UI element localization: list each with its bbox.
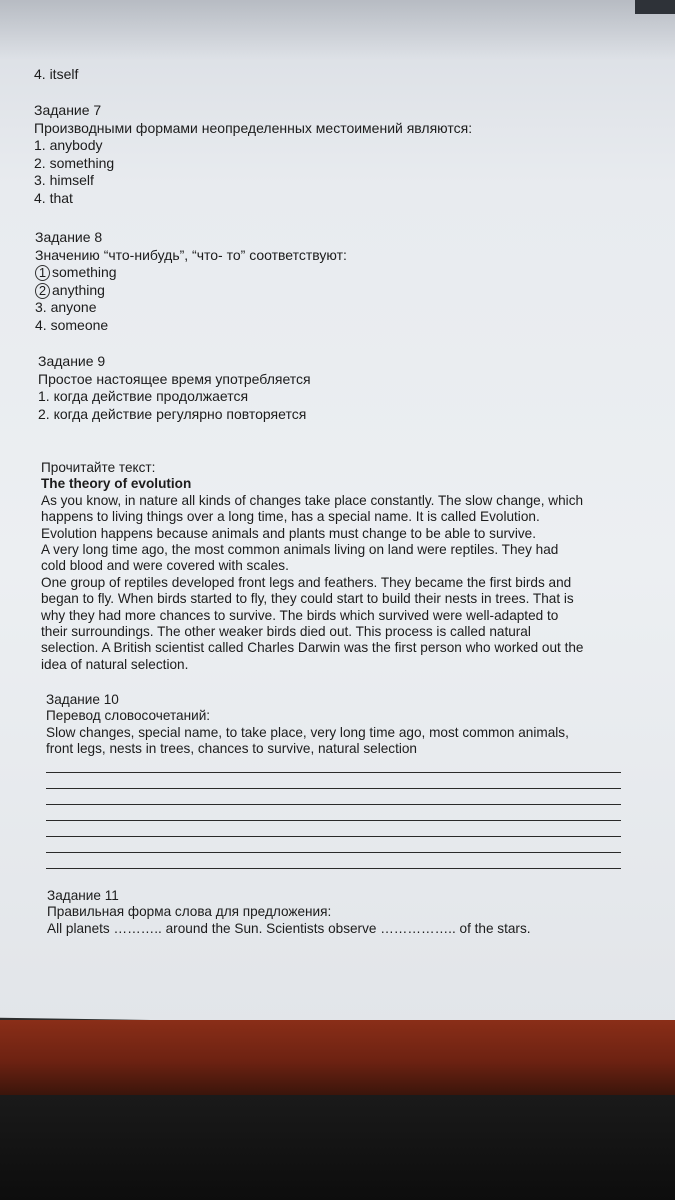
answer-line xyxy=(46,868,621,869)
task-9 xyxy=(38,353,311,423)
desk-surface xyxy=(0,1020,675,1095)
task-10-phrases: Slow changes, special name, to take place, very long time ago, most common animals, xyxy=(46,724,569,740)
reading-line: happens to living things over a long time, has a special name. It is called Evolution. xyxy=(41,509,540,525)
circled-answer-mark: 1 xyxy=(35,265,50,281)
task-8-title: Задание 8 xyxy=(35,229,103,245)
task-9-option: 1. когда действие продолжается xyxy=(38,388,249,404)
answer-line xyxy=(46,852,621,853)
task-8-option xyxy=(35,282,347,300)
answer-line xyxy=(46,772,621,773)
task-8-option xyxy=(35,299,347,317)
reading-intro: Прочитайте текст: xyxy=(41,460,156,475)
task-9-question: Простое настоящее время употребляется xyxy=(38,370,311,387)
reading-line: As you know, in nature all kinds of changes take place constantly. The slow change, which xyxy=(41,492,584,508)
task-8-option-text: someone xyxy=(50,316,109,333)
answer-line xyxy=(46,820,621,821)
task-7-option: 3. himself xyxy=(34,172,94,188)
floor-background xyxy=(0,1095,675,1200)
task-9-option: 2. когда действие регулярно повторяется xyxy=(38,405,307,422)
top-item-section xyxy=(34,66,78,84)
reading-line: began to fly. When birds started to fly, they could start to build their nests in trees. That is xyxy=(41,591,574,607)
task-8-option xyxy=(35,264,347,282)
task-11 xyxy=(47,888,531,937)
task-7-option: 2. something xyxy=(34,154,115,171)
reading-line: One group of reptiles developed front legs and feathers. They became the first birds and xyxy=(41,574,572,590)
circled-answer-mark: 2 xyxy=(35,283,50,299)
task-8-option-num: 4. xyxy=(35,316,47,333)
paper-corner xyxy=(635,0,675,14)
reading-line: Evolution happens because animals and plants must change to be able to survive. xyxy=(41,525,536,541)
task-11-sentence: All planets ……….. around the Sun. Scientists observe …………….. of the stars. xyxy=(47,920,531,936)
task-7-option: 1. anybody xyxy=(34,137,103,153)
task-8 xyxy=(35,229,347,334)
reading-line: selection. A British scientist called Charles Darwin was the first person who worked out the xyxy=(41,640,584,656)
answer-line xyxy=(46,836,621,837)
task-7-option: 4. that xyxy=(34,189,73,206)
paper-shadow xyxy=(0,0,675,60)
top-item: 4. itself xyxy=(34,66,79,82)
reading-line: idea of natural selection. xyxy=(41,656,189,672)
answer-line xyxy=(46,788,621,789)
reading-line: cold blood and were covered with scales. xyxy=(41,558,289,574)
task-7 xyxy=(34,102,472,207)
task-9-title: Задание 9 xyxy=(38,353,106,369)
reading-line: why they had more chances to survive. The birds which survived were well-adapted to xyxy=(41,607,559,623)
task-8-option xyxy=(35,317,347,335)
task-8-option-text: something xyxy=(52,264,117,280)
task-7-question: Производными формами неопределенных местоимений являются: xyxy=(34,119,473,136)
reading-line: their surroundings. The other weaker birds died out. This process is called natural xyxy=(41,624,531,640)
reading-section xyxy=(41,460,584,673)
reading-title: The theory of evolution xyxy=(41,476,192,492)
task-10-question: Перевод словосочетаний: xyxy=(46,708,211,724)
task-7-title: Задание 7 xyxy=(34,102,102,118)
reading-line: A very long time ago, the most common animals living on land were reptiles. They had xyxy=(41,542,559,558)
task-10-phrases: front legs, nests in trees, chances to survive, natural selection xyxy=(46,741,417,757)
answer-line xyxy=(46,804,621,805)
task-8-option-text: anything xyxy=(52,281,105,298)
task-8-option-text: anyone xyxy=(50,299,97,315)
task-8-option-num: 3. xyxy=(35,299,47,315)
task-11-title: Задание 11 xyxy=(47,888,119,903)
task-10 xyxy=(46,692,569,758)
task-8-question: Значению “что-нибудь”, “что- то” соответствуют: xyxy=(35,246,347,263)
task-11-question: Правильная форма слова для предложения: xyxy=(47,904,332,920)
task-10-title: Задание 10 xyxy=(46,692,119,707)
